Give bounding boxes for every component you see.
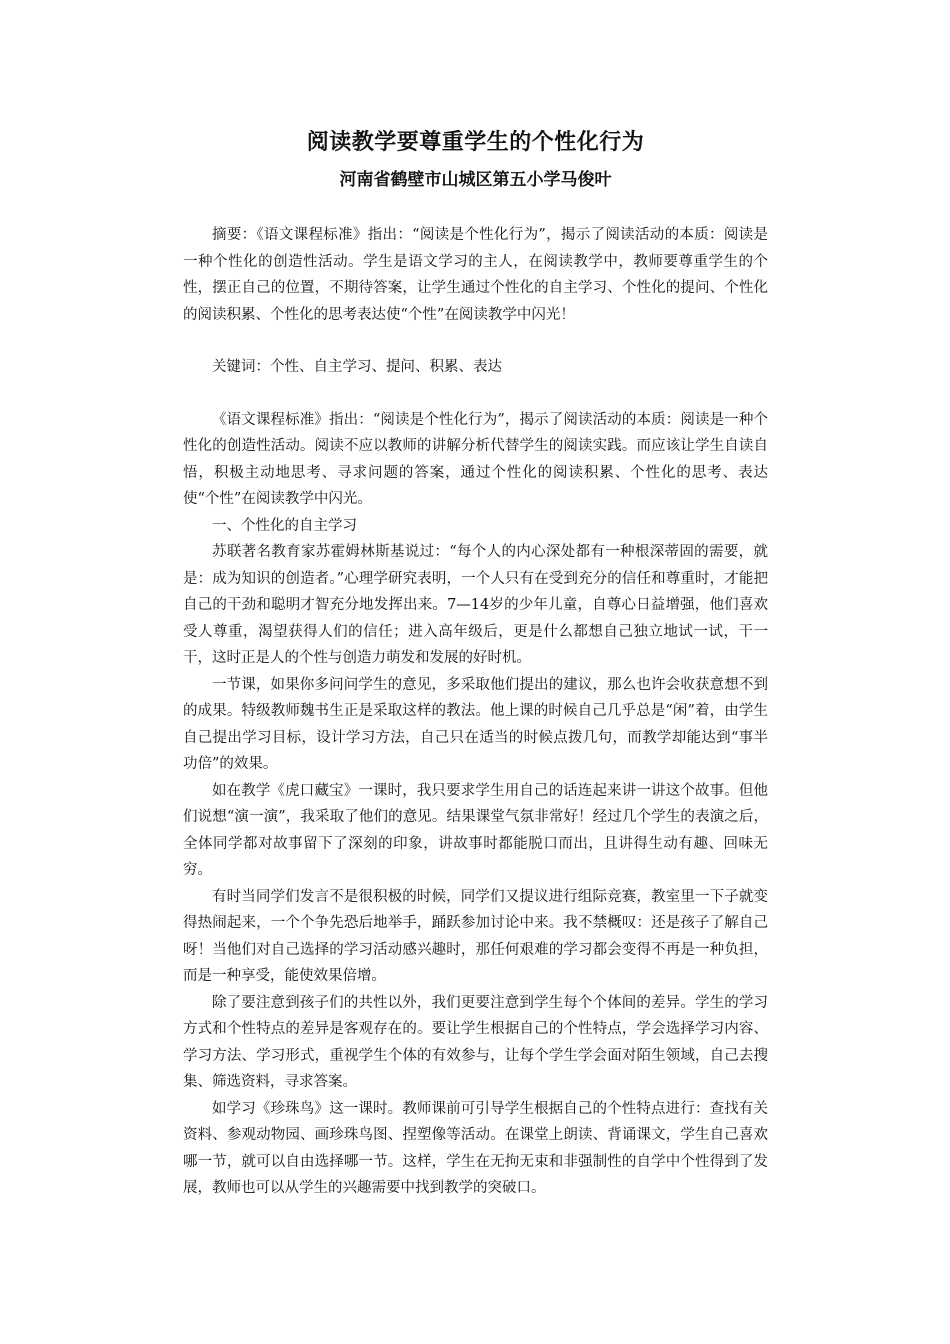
keywords-line: 关键词：个性、自主学习、提问、积累、表达: [212, 359, 502, 375]
body-paragraph: 如学习《珍珠鸟》这一课时。教师课前可引导学生根据自己的个性特点进行：查找有关资料、参观动物园、画珍珠鸟图、捏塑像等活动。在课堂上朗读、背诵课文，学生自己喜欢哪一节，就可以自由选择哪一节。这样，学生在无拘无束和非强制性的自学中个性得到了发展，教师也可以从学生的兴趣需要中找到教学的突破口。: [183, 1100, 768, 1196]
abstract-paragraph: 摘要：《语文课程标准》指出：“阅读是个性化行为”，揭示了阅读活动的本质：阅读是一种个性化的创造性活动。学生是语文学习的主人，在阅读教学中，教师要尊重学生的个性，摆正自己的位置，不期待答案，让学生通过个性化的自主学习、个性化的提问、个性化的阅读积累、个性化的思考表达使“个性”在阅读教学中闪光！: [183, 227, 768, 323]
intro-paragraph: 《语文课程标准》指出：“阅读是个性化行为”，揭示了阅读活动的本质：阅读是一种个性化的创造性活动。阅读不应以教师的讲解分析代替学生的阅读实践。而应该让学生自读自悟，积极主动地思考、寻求问题的答案，通过个性化的阅读积累、个性化的思考、表达使“个性”在阅读教学中闪光。: [183, 411, 768, 507]
body-paragraph: 苏联著名教育家苏霍姆林斯基说过：“每个人的内心深处都有一种根深蒂固的需要，就是：成为知识的创造者。”心理学研究表明，一个人只有在受到充分的信任和尊重时，才能把自己的干劲和聪明才智充分地发挥出来。7—14岁的少年儿童，自尊心日益增强，他们喜欢受人尊重，渴望获得人们的信任；进入高年级后，更是什么都想自己独立地试一试，干一干，这时正是人的个性与创造力萌发和发展的好时机。: [183, 544, 768, 666]
document-page: [183, 126, 768, 1202]
body-paragraph: 有时当同学们发言不是很积极的时候，同学们又提议进行组际竞赛，教室里一下子就变得热闹起来，一个个争先恐后地举手，踊跃参加讨论中来。我不禁概叹：还是孩子了解自己呀！当他们对自己选择的学习活动感兴趣时，那任何艰难的学习都会变得不再是一种负担，而是一种享受，能使效果倍增。: [183, 888, 768, 984]
document-title: 阅读教学要尊重学生的个性化行为: [306, 130, 645, 155]
body-paragraph: 除了要注意到孩子们的共性以外，我们更要注意到学生每个个体间的差异。学生的学习方式和个性特点的差异是客观存在的。要让学生根据自己的个性特点，学会选择学习内容、学习方法、学习形式，重视学生个体的有效参与，让每个学生学会面对陌生领域，自己去搜集、筛选资料，寻求答案。: [183, 994, 768, 1090]
section-heading: 一、个性化的自主学习: [212, 517, 357, 534]
body-paragraph: 一节课，如果你多问问学生的意见，多采取他们提出的建议，那么也许会收获意想不到的成果。特级教师魏书生正是采取这样的教法。他上课的时候自己几乎总是“闲”着，由学生自己提出学习目标，设计学习方法，自己只在适当的时候点拨几句，而教学却能达到“事半功倍”的效果。: [183, 676, 768, 772]
body-paragraph: 如在教学《虎口藏宝》一课时，我只要求学生用自己的话连起来讲一讲这个故事。但他们说想“演一演”，我采取了他们的意见。结果课堂气氛非常好！经过几个学生的表演之后，全体同学都对故事留下了深刻的印象，讲故事时都能脱口而出，且讲得生动有趣、回味无穷。: [183, 782, 768, 878]
document-author: 河南省鹤壁市山城区第五小学马俊叶: [339, 170, 612, 190]
